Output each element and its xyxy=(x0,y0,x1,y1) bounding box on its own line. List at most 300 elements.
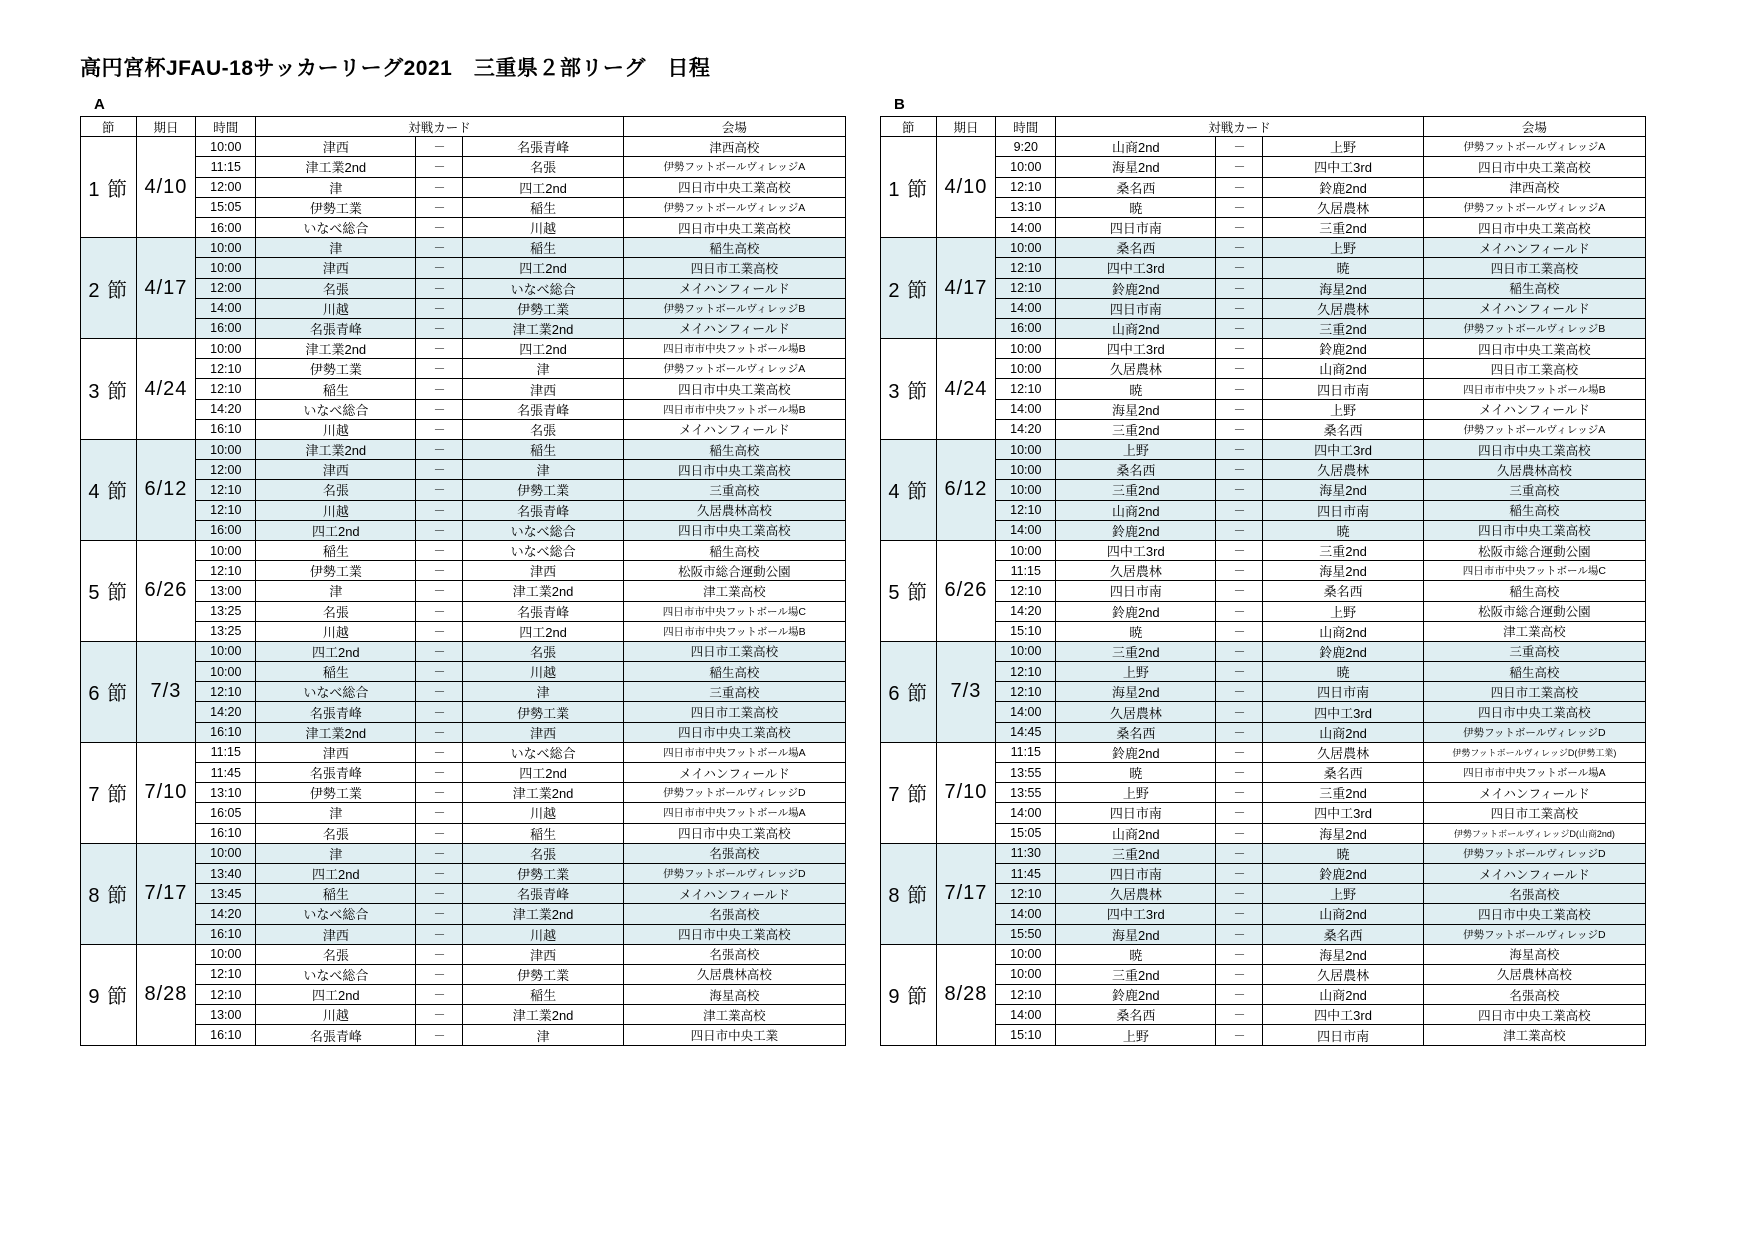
table-row xyxy=(81,601,846,621)
away-team: 津 xyxy=(463,682,623,702)
table-row xyxy=(881,520,1646,540)
kickoff-time: 12:10 xyxy=(196,500,256,520)
table-row xyxy=(881,177,1646,197)
venue: 伊勢フットボールヴィレッジD(伊勢工業) xyxy=(1423,742,1645,762)
table-row xyxy=(81,722,846,742)
table-row xyxy=(81,904,846,924)
venue: 四日市市中央フットボール場C xyxy=(1423,561,1645,581)
kickoff-time: 10:00 xyxy=(996,440,1056,460)
versus-separator: － xyxy=(416,621,463,641)
table-row xyxy=(881,1025,1646,1045)
versus-separator: － xyxy=(416,884,463,904)
away-team: 四中工3rd xyxy=(1263,157,1423,177)
versus-separator: － xyxy=(1216,843,1263,863)
table-row xyxy=(881,399,1646,419)
versus-separator: － xyxy=(1216,419,1263,439)
venue: 伊勢フットボールヴィレッジD xyxy=(1423,722,1645,742)
home-team: 山商2nd xyxy=(1056,823,1216,843)
venue: メイハンフィールド xyxy=(1423,863,1645,883)
header-date: 期日 xyxy=(136,117,196,137)
away-team: 海星2nd xyxy=(1263,561,1423,581)
home-team: 海星2nd xyxy=(1056,157,1216,177)
kickoff-time: 10:00 xyxy=(196,258,256,278)
away-team: 津西 xyxy=(463,722,623,742)
versus-separator: － xyxy=(1216,742,1263,762)
table-row xyxy=(81,843,846,863)
kickoff-time: 12:10 xyxy=(996,379,1056,399)
home-team: 津 xyxy=(256,177,416,197)
kickoff-time: 14:20 xyxy=(996,601,1056,621)
venue: 伊勢フットボールヴィレッジD(山商2nd) xyxy=(1423,823,1645,843)
away-team: 四工2nd xyxy=(463,621,623,641)
section-cell: 2 節 xyxy=(881,238,937,339)
home-team: 三重2nd xyxy=(1056,964,1216,984)
venue: 稲生高校 xyxy=(1423,278,1645,298)
section-cell: 7 節 xyxy=(81,742,137,843)
table-row xyxy=(81,884,846,904)
schedule-table xyxy=(880,116,1646,1046)
venue: メイハンフィールド xyxy=(623,278,845,298)
venue: 伊勢フットボールヴィレッジD xyxy=(1423,924,1645,944)
home-team: 桑名西 xyxy=(1056,1005,1216,1025)
versus-separator: － xyxy=(416,339,463,359)
home-team: 伊勢工業 xyxy=(256,783,416,803)
versus-separator: － xyxy=(416,722,463,742)
table-row xyxy=(81,500,846,520)
kickoff-time: 10:00 xyxy=(996,944,1056,964)
kickoff-time: 10:00 xyxy=(996,359,1056,379)
table-row xyxy=(81,1005,846,1025)
section-cell: 8 節 xyxy=(81,843,137,944)
home-team: 名張青峰 xyxy=(256,318,416,338)
versus-separator: － xyxy=(416,964,463,984)
schedule-table xyxy=(80,116,846,1046)
venue: メイハンフィールド xyxy=(1423,238,1645,258)
table-row xyxy=(81,742,846,762)
home-team: 久居農林 xyxy=(1056,702,1216,722)
date-cell: 7/3 xyxy=(136,641,196,742)
home-team: 津 xyxy=(256,238,416,258)
versus-separator: － xyxy=(1216,561,1263,581)
home-team: 海星2nd xyxy=(1056,924,1216,944)
kickoff-time: 13:25 xyxy=(196,621,256,641)
kickoff-time: 10:00 xyxy=(996,641,1056,661)
table-row xyxy=(81,520,846,540)
home-team: 暁 xyxy=(1056,621,1216,641)
away-team: 伊勢工業 xyxy=(463,702,623,722)
table-row xyxy=(881,964,1646,984)
table-row xyxy=(81,419,846,439)
away-team: 四日市南 xyxy=(1263,500,1423,520)
home-team: 暁 xyxy=(1056,379,1216,399)
away-team: 久居農林 xyxy=(1263,964,1423,984)
versus-separator: － xyxy=(416,318,463,338)
table-row xyxy=(81,339,846,359)
home-team: 桑名西 xyxy=(1056,722,1216,742)
versus-separator: － xyxy=(1216,359,1263,379)
venue: 名張高校 xyxy=(623,904,845,924)
kickoff-time: 12:00 xyxy=(196,177,256,197)
versus-separator: － xyxy=(416,460,463,480)
away-team: 久居農林 xyxy=(1263,460,1423,480)
home-team: 津 xyxy=(256,581,416,601)
versus-separator: － xyxy=(416,581,463,601)
venue: メイハンフィールド xyxy=(623,763,845,783)
table-row xyxy=(881,339,1646,359)
venue: 津工業高校 xyxy=(1423,1025,1645,1045)
versus-separator: － xyxy=(416,702,463,722)
venue: 津西高校 xyxy=(1423,177,1645,197)
venue: 四日市中央工業高校 xyxy=(1423,702,1645,722)
versus-separator: － xyxy=(1216,177,1263,197)
kickoff-time: 13:10 xyxy=(996,197,1056,217)
versus-separator: － xyxy=(1216,1025,1263,1045)
away-team: 伊勢工業 xyxy=(463,964,623,984)
versus-separator: － xyxy=(1216,298,1263,318)
venue: 伊勢フットボールヴィレッジA xyxy=(1423,197,1645,217)
versus-separator: － xyxy=(416,601,463,621)
versus-separator: － xyxy=(416,480,463,500)
venue: 伊勢フットボールヴィレッジD xyxy=(1423,843,1645,863)
away-team: 四中工3rd xyxy=(1263,803,1423,823)
away-team: 鈴鹿2nd xyxy=(1263,177,1423,197)
versus-separator: － xyxy=(1216,944,1263,964)
kickoff-time: 10:00 xyxy=(996,157,1056,177)
venue: 四日市市中央フットボール場B xyxy=(623,621,845,641)
away-team: 伊勢工業 xyxy=(463,863,623,883)
away-team: 稲生 xyxy=(463,197,623,217)
section-cell: 6 節 xyxy=(881,641,937,742)
home-team: 稲生 xyxy=(256,884,416,904)
away-team: 四工2nd xyxy=(463,763,623,783)
versus-separator: － xyxy=(1216,581,1263,601)
venue: 四日市市中央フットボール場B xyxy=(623,399,845,419)
home-team: 桑名西 xyxy=(1056,177,1216,197)
table-row xyxy=(81,803,846,823)
away-team: 津工業2nd xyxy=(463,783,623,803)
venue: 稲生高校 xyxy=(1423,662,1645,682)
versus-separator: － xyxy=(1216,520,1263,540)
table-row xyxy=(881,843,1646,863)
versus-separator: － xyxy=(416,904,463,924)
kickoff-time: 12:10 xyxy=(196,359,256,379)
away-team: 四日市南 xyxy=(1263,682,1423,702)
versus-separator: － xyxy=(1216,540,1263,560)
home-team: 上野 xyxy=(1056,783,1216,803)
home-team: 暁 xyxy=(1056,944,1216,964)
table-row xyxy=(881,662,1646,682)
versus-separator: － xyxy=(1216,399,1263,419)
away-team: 伊勢工業 xyxy=(463,480,623,500)
venue: 伊勢フットボールヴィレッジA xyxy=(623,359,845,379)
venue: 海星高校 xyxy=(623,985,845,1005)
header-time: 時間 xyxy=(196,117,256,137)
kickoff-time: 11:15 xyxy=(996,561,1056,581)
kickoff-time: 13:55 xyxy=(996,783,1056,803)
venue: 名張高校 xyxy=(1423,884,1645,904)
table-row xyxy=(881,722,1646,742)
table-row xyxy=(81,238,846,258)
home-team: 四日市南 xyxy=(1056,863,1216,883)
venue: 津工業高校 xyxy=(623,1005,845,1025)
table-row xyxy=(881,944,1646,964)
versus-separator: － xyxy=(1216,137,1263,157)
venue: 三重高校 xyxy=(623,682,845,702)
venue: 四日市中央工業高校 xyxy=(1423,904,1645,924)
home-team: 津工業2nd xyxy=(256,339,416,359)
table-row xyxy=(881,137,1646,157)
kickoff-time: 10:00 xyxy=(196,540,256,560)
venue: 稲生高校 xyxy=(623,540,845,560)
section-cell: 4 節 xyxy=(881,440,937,541)
kickoff-time: 11:45 xyxy=(196,763,256,783)
table-row xyxy=(81,318,846,338)
kickoff-time: 12:10 xyxy=(996,278,1056,298)
versus-separator: － xyxy=(1216,500,1263,520)
away-team: 名張 xyxy=(463,419,623,439)
away-team: 桑名西 xyxy=(1263,581,1423,601)
kickoff-time: 15:05 xyxy=(996,823,1056,843)
home-team: 久居農林 xyxy=(1056,884,1216,904)
venue: 四日市市中央フットボール場A xyxy=(623,742,845,762)
versus-separator: － xyxy=(416,843,463,863)
venue: 三重高校 xyxy=(1423,641,1645,661)
away-team: 上野 xyxy=(1263,884,1423,904)
kickoff-time: 14:00 xyxy=(996,1005,1056,1025)
kickoff-time: 15:10 xyxy=(996,1025,1056,1045)
kickoff-time: 14:00 xyxy=(196,298,256,318)
versus-separator: － xyxy=(1216,722,1263,742)
versus-separator: － xyxy=(1216,783,1263,803)
venue: 四日市中央工業高校 xyxy=(1423,440,1645,460)
venue: 伊勢フットボールヴィレッジD xyxy=(623,783,845,803)
venue: 三重高校 xyxy=(623,480,845,500)
away-team: 津 xyxy=(463,460,623,480)
table-row xyxy=(81,1025,846,1045)
table-row xyxy=(881,763,1646,783)
kickoff-time: 14:00 xyxy=(996,702,1056,722)
kickoff-time: 13:40 xyxy=(196,863,256,883)
home-team: 名張青峰 xyxy=(256,763,416,783)
away-team: 鈴鹿2nd xyxy=(1263,641,1423,661)
kickoff-time: 12:10 xyxy=(196,480,256,500)
header-section: 節 xyxy=(881,117,937,137)
section-cell: 3 節 xyxy=(81,339,137,440)
table-row xyxy=(881,1005,1646,1025)
home-team: 上野 xyxy=(1056,1025,1216,1045)
away-team: いなべ総合 xyxy=(463,540,623,560)
versus-separator: － xyxy=(1216,863,1263,883)
away-team: 名張 xyxy=(463,843,623,863)
venue: 久居農林高校 xyxy=(623,964,845,984)
kickoff-time: 12:10 xyxy=(996,258,1056,278)
venue: 伊勢フットボールヴィレッジA xyxy=(623,157,845,177)
away-team: 津工業2nd xyxy=(463,318,623,338)
versus-separator: － xyxy=(416,763,463,783)
away-team: 津西 xyxy=(463,561,623,581)
venue: 四日市中央工業高校 xyxy=(623,460,845,480)
away-team: 四中工3rd xyxy=(1263,702,1423,722)
section-cell: 2 節 xyxy=(81,238,137,339)
home-team: 海星2nd xyxy=(1056,682,1216,702)
away-team: 稲生 xyxy=(463,440,623,460)
table-row xyxy=(881,480,1646,500)
versus-separator: － xyxy=(1216,217,1263,237)
table-row xyxy=(81,540,846,560)
venue: 伊勢フットボールヴィレッジB xyxy=(1423,318,1645,338)
home-team: 三重2nd xyxy=(1056,480,1216,500)
venue: 久居農林高校 xyxy=(1423,964,1645,984)
kickoff-time: 10:00 xyxy=(996,964,1056,984)
home-team: 名張 xyxy=(256,601,416,621)
home-team: 伊勢工業 xyxy=(256,197,416,217)
versus-separator: － xyxy=(416,217,463,237)
home-team: 三重2nd xyxy=(1056,419,1216,439)
kickoff-time: 14:00 xyxy=(996,803,1056,823)
kickoff-time: 12:10 xyxy=(196,682,256,702)
table-row xyxy=(881,460,1646,480)
away-team: 稲生 xyxy=(463,238,623,258)
away-team: 稲生 xyxy=(463,823,623,843)
away-team: 上野 xyxy=(1263,137,1423,157)
home-team: 四日市南 xyxy=(1056,217,1216,237)
versus-separator: － xyxy=(1216,379,1263,399)
versus-separator: － xyxy=(416,238,463,258)
table-row xyxy=(81,460,846,480)
away-team: 海星2nd xyxy=(1263,480,1423,500)
header-date: 期日 xyxy=(936,117,996,137)
table-row xyxy=(881,258,1646,278)
kickoff-time: 16:00 xyxy=(196,318,256,338)
home-team: 鈴鹿2nd xyxy=(1056,520,1216,540)
table-row xyxy=(881,278,1646,298)
venue: 四日市中央工業高校 xyxy=(1423,339,1645,359)
table-row xyxy=(81,480,846,500)
home-team: 桑名西 xyxy=(1056,460,1216,480)
kickoff-time: 9:20 xyxy=(996,137,1056,157)
kickoff-time: 11:15 xyxy=(196,742,256,762)
away-team: 桑名西 xyxy=(1263,763,1423,783)
venue: 伊勢フットボールヴィレッジA xyxy=(1423,419,1645,439)
away-team: 津西 xyxy=(463,379,623,399)
home-team: 四工2nd xyxy=(256,641,416,661)
venue: 久居農林高校 xyxy=(623,500,845,520)
table-row xyxy=(81,379,846,399)
kickoff-time: 11:30 xyxy=(996,843,1056,863)
header-matchup: 対戦カード xyxy=(256,117,624,137)
versus-separator: － xyxy=(1216,964,1263,984)
home-team: 上野 xyxy=(1056,662,1216,682)
table-row xyxy=(881,863,1646,883)
home-team: 名張 xyxy=(256,480,416,500)
venue: 伊勢フットボールヴィレッジD xyxy=(623,863,845,883)
venue: 四日市中央工業高校 xyxy=(623,722,845,742)
table-row xyxy=(81,440,846,460)
home-team: 津 xyxy=(256,803,416,823)
kickoff-time: 10:00 xyxy=(196,137,256,157)
venue: 稲生高校 xyxy=(1423,500,1645,520)
table-row xyxy=(81,561,846,581)
venue: 四日市中央工業高校 xyxy=(623,177,845,197)
home-team: 稲生 xyxy=(256,379,416,399)
table-row xyxy=(81,823,846,843)
versus-separator: － xyxy=(1216,904,1263,924)
away-team: 名張青峰 xyxy=(463,500,623,520)
table-row xyxy=(881,298,1646,318)
away-team: 三重2nd xyxy=(1263,783,1423,803)
table-row xyxy=(81,702,846,722)
home-team: 四中工3rd xyxy=(1056,540,1216,560)
kickoff-time: 10:00 xyxy=(996,460,1056,480)
table-row xyxy=(881,238,1646,258)
kickoff-time: 10:00 xyxy=(996,339,1056,359)
kickoff-time: 12:10 xyxy=(996,500,1056,520)
away-team: 津工業2nd xyxy=(463,1005,623,1025)
away-team: 海星2nd xyxy=(1263,823,1423,843)
home-team: 稲生 xyxy=(256,540,416,560)
kickoff-time: 14:45 xyxy=(996,722,1056,742)
kickoff-time: 10:00 xyxy=(196,440,256,460)
table-header-row xyxy=(81,117,846,137)
versus-separator: － xyxy=(416,520,463,540)
versus-separator: － xyxy=(416,137,463,157)
away-team: 津 xyxy=(463,359,623,379)
away-team: 稲生 xyxy=(463,985,623,1005)
venue: 伊勢フットボールヴィレッジA xyxy=(1423,137,1645,157)
table-row xyxy=(881,803,1646,823)
away-team: 四中工3rd xyxy=(1263,440,1423,460)
venue: 四日市工業高校 xyxy=(623,641,845,661)
table-row xyxy=(81,863,846,883)
section-cell: 5 節 xyxy=(81,540,137,641)
table-row xyxy=(881,702,1646,722)
versus-separator: － xyxy=(1216,682,1263,702)
versus-separator: － xyxy=(1216,480,1263,500)
venue: メイハンフィールド xyxy=(623,884,845,904)
kickoff-time: 11:15 xyxy=(996,742,1056,762)
table-row xyxy=(81,641,846,661)
away-team: 津 xyxy=(463,1025,623,1045)
home-team: いなべ総合 xyxy=(256,217,416,237)
home-team: 山商2nd xyxy=(1056,500,1216,520)
versus-separator: － xyxy=(416,500,463,520)
away-team: 海星2nd xyxy=(1263,278,1423,298)
versus-separator: － xyxy=(416,662,463,682)
home-team: 四工2nd xyxy=(256,863,416,883)
away-team: 名張青峰 xyxy=(463,399,623,419)
date-cell: 4/17 xyxy=(936,238,996,339)
versus-separator: － xyxy=(416,298,463,318)
venue: 四日市工業高校 xyxy=(1423,682,1645,702)
date-cell: 7/3 xyxy=(936,641,996,742)
date-cell: 6/26 xyxy=(936,540,996,641)
versus-separator: － xyxy=(1216,1005,1263,1025)
versus-separator: － xyxy=(416,823,463,843)
section-cell: 7 節 xyxy=(881,742,937,843)
table-row xyxy=(881,440,1646,460)
versus-separator: － xyxy=(1216,763,1263,783)
kickoff-time: 14:20 xyxy=(196,399,256,419)
table-row xyxy=(81,278,846,298)
home-team: 津工業2nd xyxy=(256,440,416,460)
table-row xyxy=(881,601,1646,621)
header-matchup: 対戦カード xyxy=(1056,117,1424,137)
away-team: 津西 xyxy=(463,944,623,964)
kickoff-time: 14:00 xyxy=(996,217,1056,237)
section-cell: 1 節 xyxy=(81,137,137,238)
home-team: 川越 xyxy=(256,621,416,641)
section-cell: 9 節 xyxy=(881,944,937,1045)
